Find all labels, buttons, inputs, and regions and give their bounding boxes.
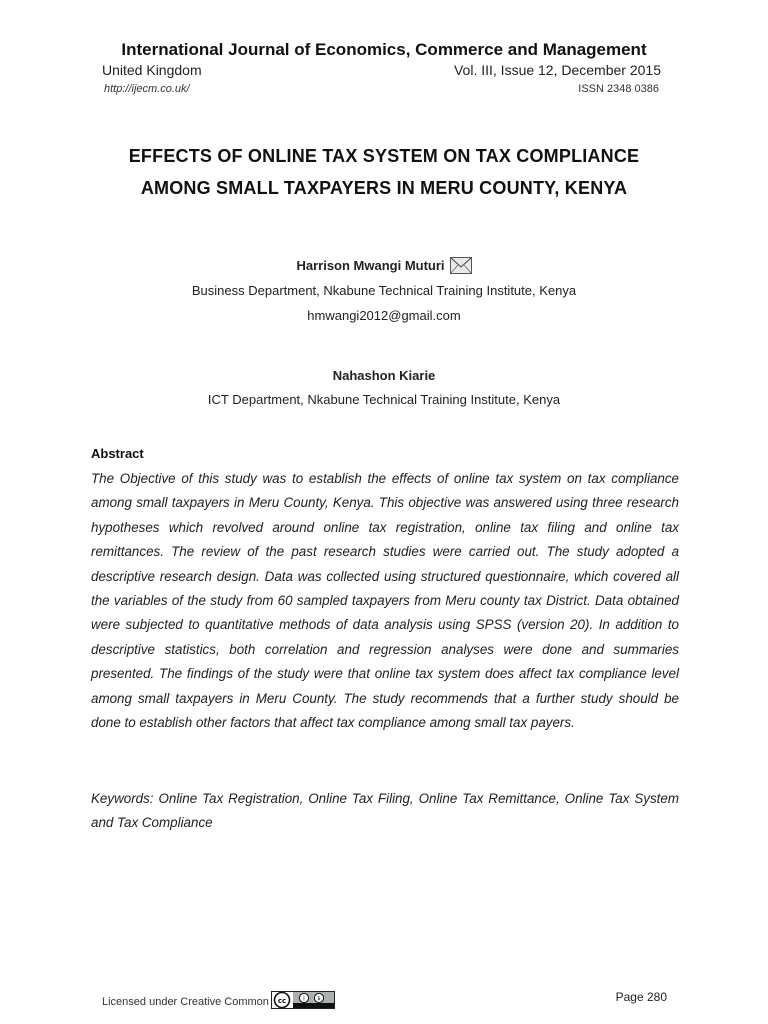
- paper-title-line-2: AMONG SMALL TAXPAYERS IN MERU COUNTY, KENYA: [140, 178, 628, 198]
- author-1-affiliation: Business Department, Nkabune Technical Training Institute, Kenya: [191, 283, 577, 298]
- author-1-name: Harrison Mwangi Muturi: [296, 258, 445, 273]
- abstract-body: The Objective of this study was to establish the effects of online tax system on tax compliance among small taxpayers in Meru County, Kenya. This objective was answered using three research hypotheses which revolved around online tax registration, online tax filing and online tax remittances. The review of the past research studies were carried out. The study adopted a descriptive research design. Data was collected using structured questionnaire, which covered all the variables of the study from 60 sampled taxpayers from Meru county tax District. Data obtained were subjected to quantitative methods of data analysis using SPSS (version 20). In addition to descriptive statistics, both correlation and regression analyses were done and summaries presented. The findings of the study were that online tax system does affect tax compliance level among small taxpayers in Meru County. The study recommends that a further study should be done to establish other factors that affect tax compliance among small tax payers.: [91, 471, 679, 731]
- paper-title-line-1: EFFECTS OF ONLINE TAX SYSTEM ON TAX COMPLIANCE: [128, 146, 640, 166]
- paper-title: [40, 140, 728, 204]
- abstract-heading: Abstract: [91, 446, 144, 461]
- keywords: Keywords: Online Tax Registration, Online Tax Filing, Online Tax Remittance, Online Tax System and Tax Compliance: [91, 791, 679, 831]
- svg-text:i: i: [303, 995, 305, 1003]
- author-2-name: Nahashon Kiarie: [332, 368, 436, 383]
- svg-text:$: $: [317, 996, 321, 1003]
- svg-text:cc: cc: [277, 997, 287, 1005]
- author-1-name-row: [0, 257, 768, 277]
- journal-issn: ISSN 2348 0386: [578, 83, 659, 95]
- envelope-icon[interactable]: [450, 257, 472, 277]
- journal-title: International Journal of Economics, Commerce and Management: [121, 40, 647, 59]
- author-1-email[interactable]: hmwangi2012@gmail.com: [307, 308, 461, 323]
- page-number: Page 280: [615, 990, 667, 1004]
- journal-volume: Vol. III, Issue 12, December 2015: [453, 62, 661, 78]
- footer-license: [102, 991, 335, 1012]
- journal-location: United Kingdom: [102, 62, 202, 78]
- author-2-affiliation: ICT Department, Nkabune Technical Training Institute, Kenya: [207, 392, 561, 407]
- creative-commons-badge-icon: [271, 991, 335, 1012]
- journal-url[interactable]: http://ijecm.co.uk/: [104, 83, 190, 95]
- footer-license-text: Licensed under Creative Common: [102, 996, 269, 1008]
